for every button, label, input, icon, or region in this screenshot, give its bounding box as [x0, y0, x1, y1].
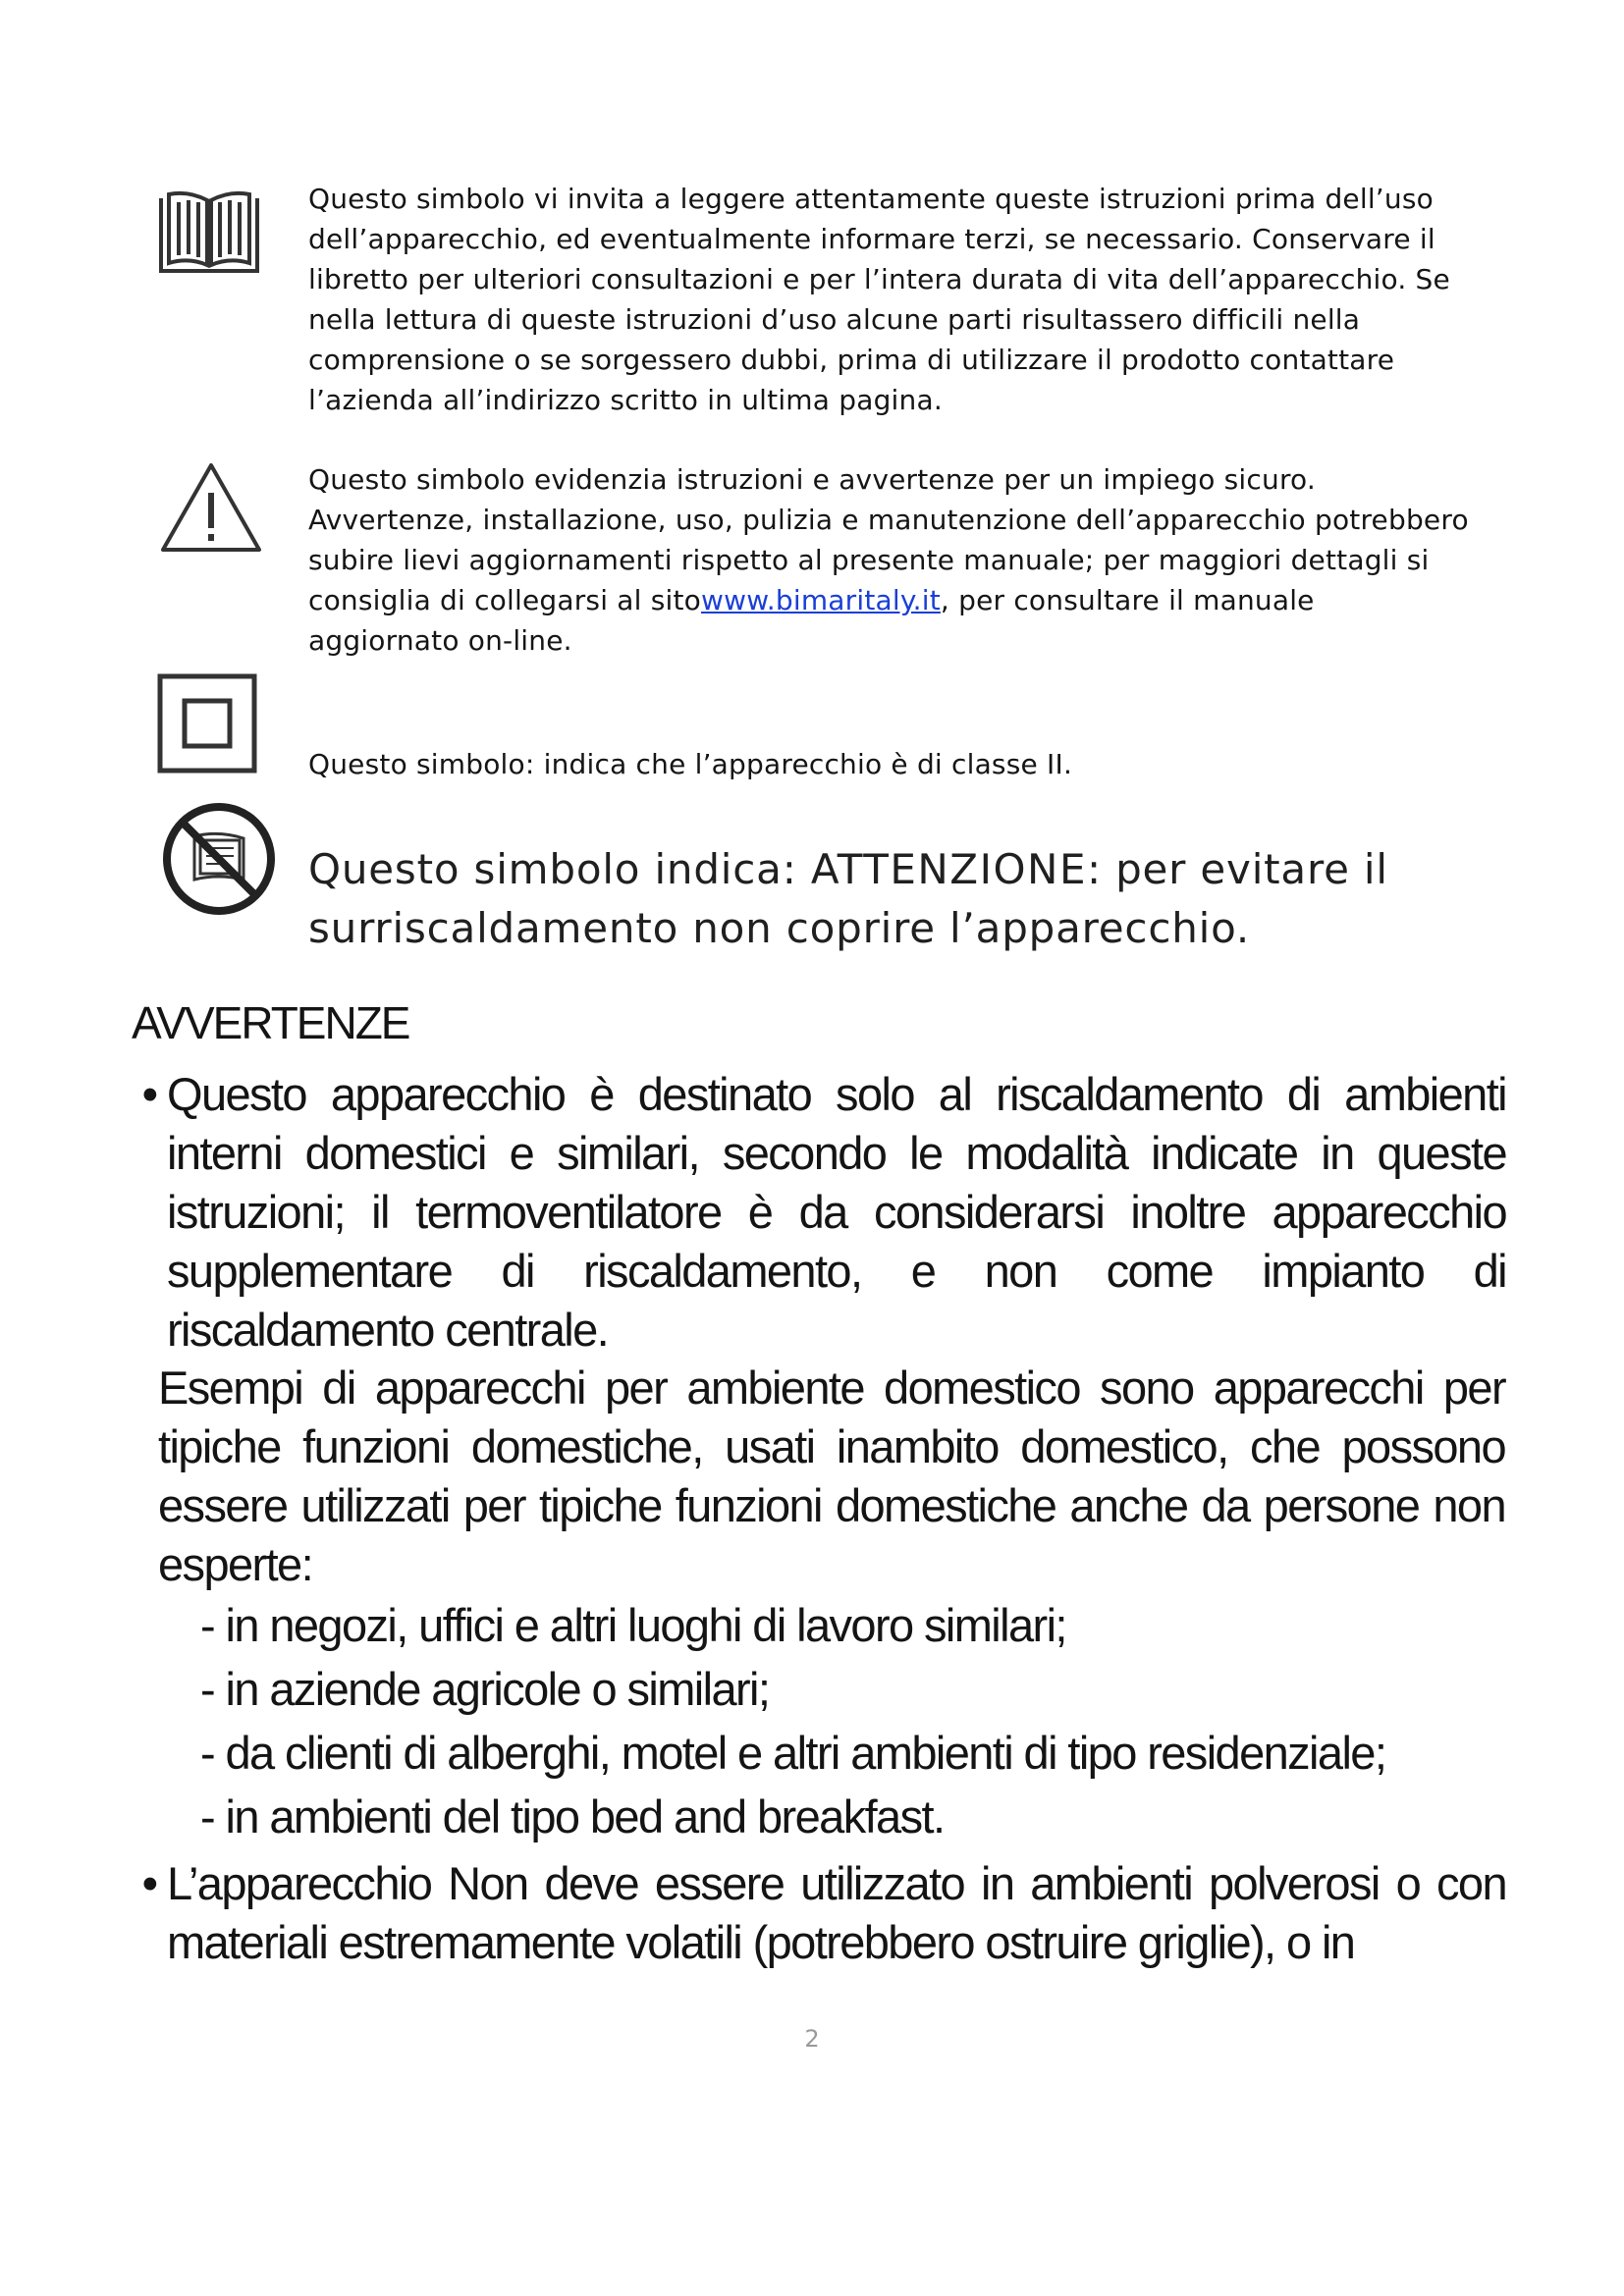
- example-item: - in ambienti del tipo bed and breakfast.: [200, 1790, 945, 1842]
- warning-triangle-icon: [157, 459, 265, 561]
- warning-bullet-2-text: L’apparecchio Non deve essere utilizzato in ambienti polverosi o con materiali estremamente volatili (potrebbero ostruire griglie), o in: [167, 1857, 1506, 1968]
- examples-paragraph: Esempi di apparecchi per ambiente domestico sono apparecchi per tipiche funzioni domestiche, usati inambito domestico, che possono essere utilizzati per tipiche funzioni domestiche anche da persone non esperte:: [158, 1362, 1505, 1590]
- symbol-text-class-ii: Questo simbolo: indica che l’apparecchio è di classe II.: [308, 748, 1073, 780]
- warning-text-before-link: Questo simbolo evidenzia istruzioni e avvertenze per un impiego sicuro. Avvertenze, installazione, uso, pulizia e manutenzione dell’apparecchio potrebbero subire lievi aggiornamenti rispetto al presente manuale; per maggiori dettagli si consiglia di collegarsi al sito: [308, 463, 1469, 616]
- do-not-cover-suffix: : per evitare il surriscaldamento non coprire l’apparecchio.: [308, 845, 1388, 952]
- symbol-row-do-not-cover: [157, 801, 1473, 958]
- class-ii-double-insulation-icon: [157, 673, 257, 778]
- symbol-row-warning: [157, 461, 1473, 667]
- warning-bullet-1: [132, 1065, 1506, 1360]
- symbol-text-manual: Questo simbolo vi invita a leggere attentamente queste istruzioni prima dell’uso dell’apparecchio, ed eventualmente informare terzi, se necessario. Conservare il libretto per ulteriori consultazioni e per l’intera durata di vita dell’apparecchio. Se nella lettura di queste istruzioni d’uso alcune parti risultassero difficili nella comprensione o se sorgessero dubbi, prima di utilizzare il prodotto contattare l’azienda all’indirizzo scritto in ultima pagina.: [308, 183, 1450, 416]
- page-number: 2: [804, 2025, 820, 2053]
- warning-bullet-1-text: Questo apparecchio è destinato solo al riscaldamento di ambienti interni domestici e similari, secondo le modalità indicate in queste istruzioni; il termoventilatore è da considerarsi inoltre apparecchio supplementare di riscaldamento, e non come impianto di riscaldamento centrale.: [167, 1068, 1506, 1356]
- bimaritaly-link[interactable]: www.bimaritaly.it: [701, 584, 941, 616]
- symbol-row-class-ii: [157, 671, 1473, 779]
- bullet-marker: •: [141, 1068, 157, 1120]
- example-item: - in negozi, uffici e altri luoghi di lavoro similari;: [200, 1599, 1066, 1651]
- example-item: - in aziende agricole o similari;: [200, 1663, 770, 1715]
- warning-text-after-link: , per consultare il manuale aggiornato on-line.: [308, 584, 1315, 657]
- read-manual-icon: [157, 188, 261, 282]
- warning-bullet-2: [132, 1854, 1506, 1972]
- attenzione-label: ATTENZIONE: [810, 845, 1087, 893]
- do-not-cover-icon: [161, 801, 277, 922]
- example-item: - da clienti di alberghi, motel e altri ambienti di tipo residenziale;: [200, 1727, 1386, 1779]
- symbol-text-do-not-cover: [308, 840, 1473, 958]
- bullet-marker: •: [141, 1857, 157, 1909]
- section-heading-avvertenze: AVVERTENZE: [132, 997, 409, 1048]
- symbol-text-warning: [308, 459, 1473, 661]
- symbol-row-manual: [157, 183, 1473, 442]
- do-not-cover-prefix: Questo simbolo indica:: [308, 845, 811, 893]
